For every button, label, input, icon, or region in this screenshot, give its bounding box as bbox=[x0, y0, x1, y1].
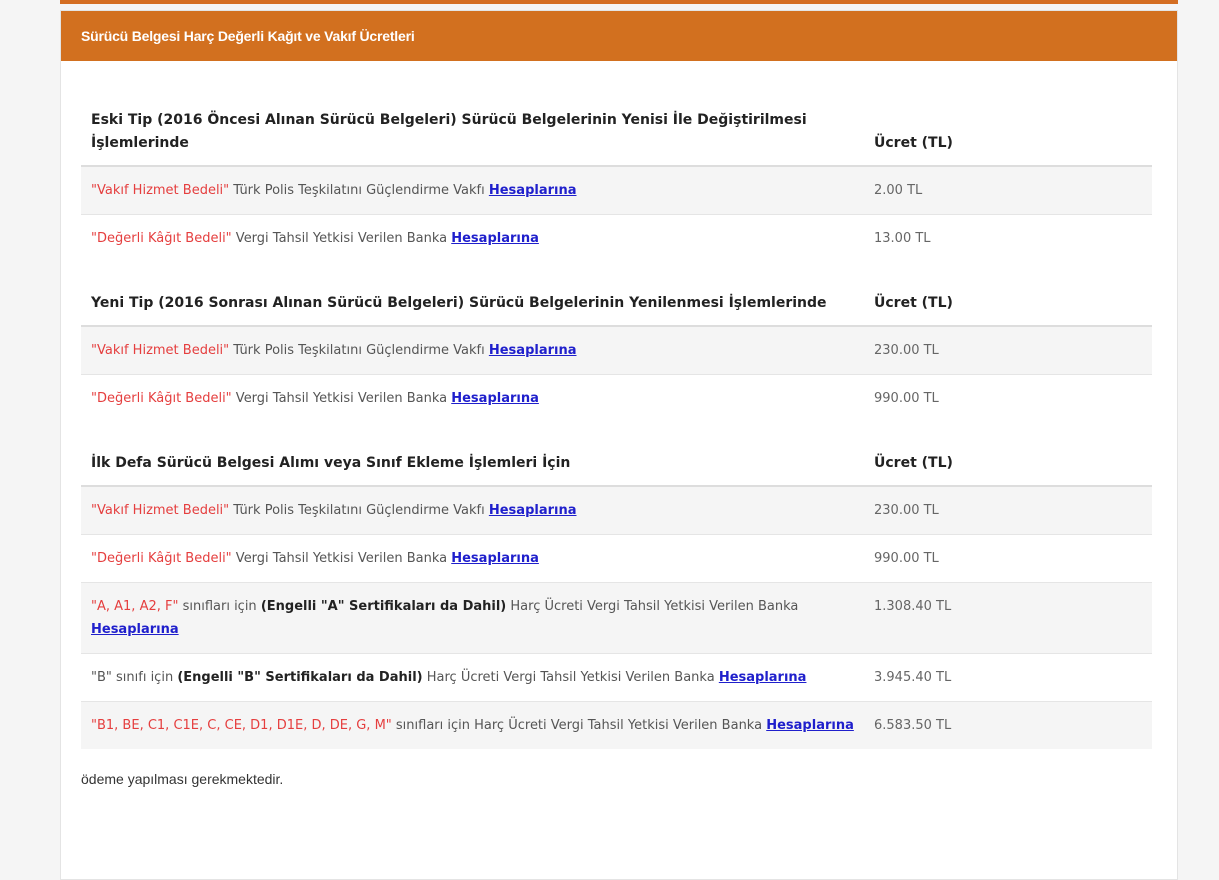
section-heading: İlk Defa Sürücü Belgesi Alımı veya Sınıf Ekleme İşlemleri İçin bbox=[81, 444, 864, 486]
fee-description bbox=[81, 702, 864, 750]
price-heading: Ücret (TL) bbox=[864, 101, 1152, 166]
fee-type-label: "Değerli Kâğıt Bedeli" bbox=[91, 231, 232, 246]
accounts-link[interactable]: Hesaplarına bbox=[488, 183, 577, 198]
fee-type-label: "B1, BE, C1, C1E, C, CE, D1, D1E, D, DE, G, M" bbox=[91, 718, 392, 733]
accounts-link[interactable]: Hesaplarına bbox=[766, 718, 854, 733]
fee-text: sınıfları için bbox=[178, 599, 261, 614]
panel-content bbox=[61, 61, 1177, 787]
fee-price: 990.00 TL bbox=[864, 535, 1152, 583]
fee-price: 13.00 TL bbox=[864, 215, 1152, 263]
section-heading: Yeni Tip (2016 Sonrası Alınan Sürücü Belgeleri) Sürücü Belgelerinin Yenilenmesi İşlemlerinde bbox=[81, 284, 864, 326]
fee-price: 6.583.50 TL bbox=[864, 702, 1152, 750]
fee-description bbox=[81, 326, 864, 375]
accounts-link[interactable]: Hesaplarına bbox=[451, 391, 539, 406]
top-accent-strip bbox=[60, 0, 1178, 4]
fee-type-label: "Değerli Kâğıt Bedeli" bbox=[91, 391, 232, 406]
fee-description bbox=[81, 215, 864, 263]
table-row bbox=[81, 486, 1152, 535]
accounts-link[interactable]: Hesaplarına bbox=[451, 231, 539, 246]
fee-description bbox=[81, 535, 864, 583]
fee-price: 990.00 TL bbox=[864, 375, 1152, 423]
table-row bbox=[81, 535, 1152, 583]
fee-price: 2.00 TL bbox=[864, 166, 1152, 215]
fee-table-old-type bbox=[81, 101, 1152, 262]
fee-text: Harç Ücreti Vergi Tahsil Yetkisi Verilen Banka bbox=[422, 670, 719, 685]
fee-type-label: "Değerli Kâğıt Bedeli" bbox=[91, 551, 232, 566]
fee-description bbox=[81, 375, 864, 423]
accounts-link[interactable]: Hesaplarına bbox=[488, 343, 577, 358]
panel-title: Sürücü Belgesi Harç Değerli Kağıt ve Vakıf Ücretleri bbox=[61, 11, 1177, 61]
fee-type-label: "Vakıf Hizmet Bedeli" bbox=[91, 503, 230, 518]
accounts-link[interactable]: Hesaplarına bbox=[718, 670, 807, 685]
section-heading: Eski Tip (2016 Öncesi Alınan Sürücü Belgeleri) Sürücü Belgelerinin Yenisi İle Değiştirilmesi İşlemlerinde bbox=[81, 101, 864, 166]
price-heading: Ücret (TL) bbox=[864, 284, 1152, 326]
fee-price: 230.00 TL bbox=[864, 326, 1152, 375]
table-row bbox=[81, 166, 1152, 215]
fee-price: 230.00 TL bbox=[864, 486, 1152, 535]
table-row bbox=[81, 583, 1152, 654]
accounts-link[interactable]: Hesaplarına bbox=[91, 622, 179, 637]
fee-description bbox=[81, 654, 864, 702]
fee-text: Vergi Tahsil Yetkisi Verilen Banka bbox=[231, 391, 452, 406]
fee-type-label: "A, A1, A2, F" bbox=[91, 599, 179, 614]
fee-table-first-license bbox=[81, 444, 1152, 749]
price-heading: Ücret (TL) bbox=[864, 444, 1152, 486]
fee-type-label: "Vakıf Hizmet Bedeli" bbox=[91, 343, 230, 358]
fee-text: Türk Polis Teşkilatını Güçlendirme Vakfı bbox=[229, 183, 489, 198]
fee-bold-note: (Engelli "A" Sertifikaları da Dahil) bbox=[260, 599, 507, 614]
fee-text: Vergi Tahsil Yetkisi Verilen Banka bbox=[231, 551, 452, 566]
fee-text: sınıfları için Harç Ücreti Vergi Tahsil Yetkisi Verilen Banka bbox=[391, 718, 767, 733]
fee-description bbox=[81, 486, 864, 535]
fee-text: Harç Ücreti Vergi Tahsil Yetkisi Verilen Banka bbox=[506, 599, 799, 614]
accounts-link[interactable]: Hesaplarına bbox=[451, 551, 539, 566]
fee-description bbox=[81, 166, 864, 215]
fee-text: Türk Polis Teşkilatını Güçlendirme Vakfı bbox=[229, 343, 489, 358]
table-row bbox=[81, 654, 1152, 702]
fee-text: Türk Polis Teşkilatını Güçlendirme Vakfı bbox=[229, 503, 489, 518]
fee-price: 3.945.40 TL bbox=[864, 654, 1152, 702]
fee-type-label: "Vakıf Hizmet Bedeli" bbox=[91, 183, 230, 198]
payment-note: ödeme yapılması gerekmektedir. bbox=[81, 771, 284, 787]
fee-bold-note: (Engelli "B" Sertifikaları da Dahil) bbox=[177, 670, 423, 685]
fee-table-new-type bbox=[81, 284, 1152, 422]
fee-text: "B" sınıfı için bbox=[91, 670, 178, 685]
table-row bbox=[81, 375, 1152, 423]
table-row bbox=[81, 326, 1152, 375]
table-row bbox=[81, 215, 1152, 263]
fee-price: 1.308.40 TL bbox=[864, 583, 1152, 654]
table-row bbox=[81, 702, 1152, 750]
accounts-link[interactable]: Hesaplarına bbox=[488, 503, 577, 518]
fees-panel bbox=[60, 10, 1178, 880]
fee-description bbox=[81, 583, 864, 654]
fee-text: Vergi Tahsil Yetkisi Verilen Banka bbox=[231, 231, 452, 246]
